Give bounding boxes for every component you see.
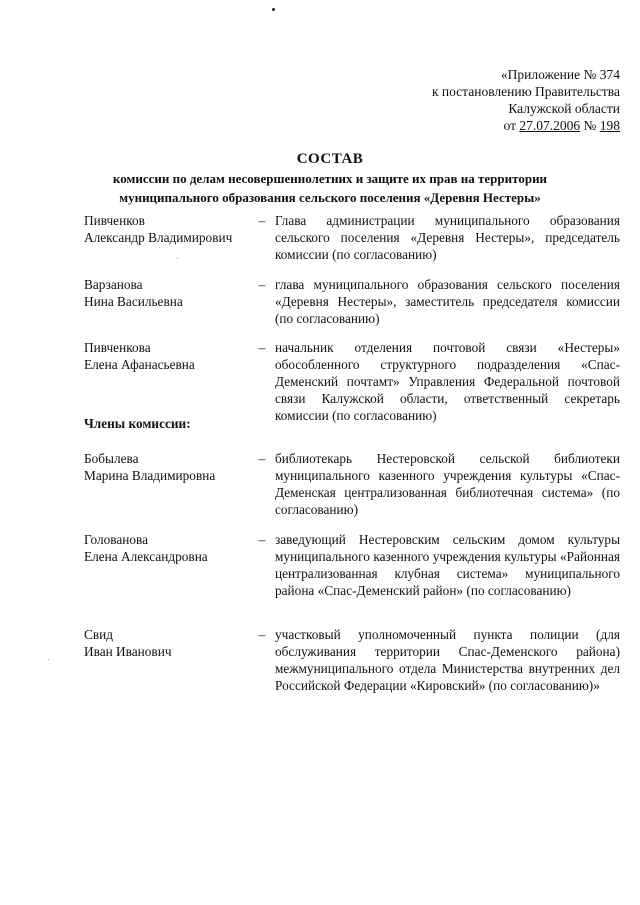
resolution-number: 198 [599, 118, 620, 133]
entry-dash: – [258, 532, 266, 547]
member-role: заведующий Нестеровским сельским домом культуры муниципального казенного учреждения культуры «Районная централизованная клубная система» муниципального района «Спас-Деменский район» (по согласованию) [275, 532, 620, 598]
member-given-names: Елена Александровна [84, 549, 208, 564]
member-name [84, 626, 254, 660]
member-given-names: Иван Иванович [84, 644, 172, 659]
member-surname: Голованова [84, 532, 149, 547]
member-name [84, 339, 254, 373]
scan-speck [48, 659, 49, 660]
member-role: участковый уполномоченный пункта полиции (для обслуживания территории Спас-Деменского района) межмуниципального отдела Министерства внутренних дел Российской Федерации «Кировский» (по согласованию)» [275, 627, 620, 693]
member-name [84, 531, 254, 565]
document-subtitle-line-2: муниципального образования сельского поселения «Деревня Нестеры» [119, 190, 541, 205]
member-surname: Свид [84, 627, 114, 642]
scan-speck [272, 8, 275, 11]
member-surname: Пивченкова [84, 340, 151, 355]
scan-speck [177, 258, 178, 259]
resolution-date: 27.07.2006 [519, 118, 581, 133]
number-prefix: № [580, 118, 600, 133]
entry-dash: – [258, 451, 266, 466]
member-role: библиотекарь Нестеровской сельской библиотеки муниципального казенного учреждения культуры «Спас-Деменская централизованная библиотечная система» (по согласованию) [275, 451, 620, 517]
appendix-header [432, 66, 620, 134]
member-given-names: Александр Владимирович [84, 230, 233, 245]
date-prefix: от [503, 118, 520, 133]
appendix-line-2: к постановлению Правительства [431, 84, 620, 99]
appendix-line-3: Калужской области [508, 101, 620, 116]
document-heading [70, 150, 590, 206]
member-given-names: Марина Владимировна [84, 468, 216, 483]
member-role: глава муниципального образования сельского поселения «Деревня Нестеры», заместитель председателя комиссии (по согласованию) [275, 277, 620, 326]
appendix-line-1: «Приложение № 374 [500, 67, 620, 82]
member-name [84, 450, 254, 484]
members-heading: Члены комиссии: [84, 416, 191, 431]
appendix-date-line [432, 117, 620, 134]
document-title: СОСТАВ [296, 151, 364, 167]
member-role: Глава администрации муниципального образования сельского поселения «Деревня Нестеры», председатель комиссии (по согласованию) [275, 213, 620, 262]
member-given-names: Нина Васильевна [84, 294, 183, 309]
entry-dash: – [258, 213, 266, 228]
member-name [84, 212, 254, 246]
member-surname: Варзанова [84, 277, 143, 292]
member-surname: Пивченков [84, 213, 145, 228]
entry-dash: – [258, 277, 266, 292]
member-given-names: Елена Афанасьевна [84, 357, 195, 372]
entry-dash: – [258, 340, 266, 355]
entry-dash: – [258, 627, 266, 642]
member-role: начальник отделения почтовой связи «Нестеры» обособленного структурного подразделения «Спас-Деменский почтамт» Управления Федеральной почтовой связи Калужской области, ответственный секретарь комиссии (по согласованию) [275, 340, 620, 423]
member-surname: Бобылева [84, 451, 139, 466]
document-subtitle-line-1: комиссии по делам несовершеннолетних и защите их прав на территории [112, 171, 548, 186]
member-name [84, 276, 254, 310]
